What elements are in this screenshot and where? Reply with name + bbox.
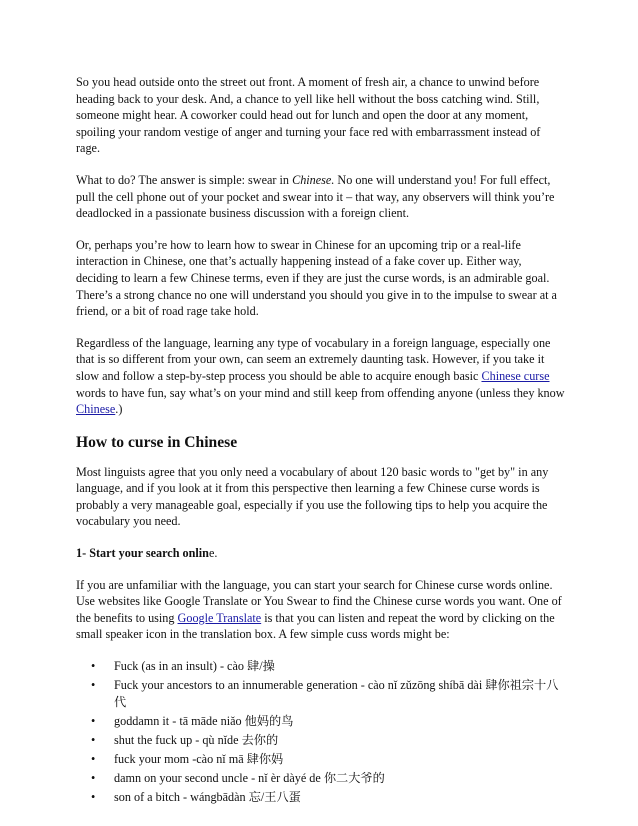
paragraph-linguists: Most linguists agree that you only need a vocabulary of about 120 basic words to "get by" in any language, and if you look at it from this perspective then learning a few Chinese curse words is probably a very manageable goal, especially if you use the following tips to help you acquire the vocabulary you need. <box>76 464 549 529</box>
paragraph-text: Regardless of the language, learning any type of vocabulary in a foreign language, especially one that is so different from your own, can seem an extremely daunting task. However, if you take it slow and follow a step-by-step process you should be able to acquire enough basic <box>76 335 551 383</box>
list-item: • fuck your mom -cào nǐ mā 肆你妈 <box>114 751 566 768</box>
list-item: • goddamn it - tā māde niǎo 他妈的鸟 <box>114 713 566 730</box>
paragraph-text: If you are unfamiliar with the language, you can start your search for Chinese curse words online. Use websites like Google Translate or You Swear to find the Chinese curse words you want. One of the benefits to using <box>76 577 562 625</box>
paragraph-text: .) <box>115 402 123 417</box>
google-translate-link[interactable]: Google Translate <box>177 610 262 625</box>
paragraph-text: No one will understand you! For full effect, pull the cell phone out of your pocket and swear into it – that way, any observers will think you’re deadlocked in a passionate business discussion with a foreign client. <box>76 172 555 221</box>
paragraph-text: is that you can listen and repeat the word by clicking on the small speaker icon in the translation box. A few simple cuss words might be: <box>76 610 555 642</box>
cuss-word-list <box>76 658 566 806</box>
list-item: • son of a bitch - wángbādàn 忘/王八蛋 <box>114 789 566 806</box>
paragraph-regardless <box>76 335 566 418</box>
paragraph-text: words to have fun, say what’s on your mind and still keep from offending anyone (unless they know <box>76 385 565 400</box>
paragraph-text: What to do? The answer is simple: swear in <box>76 172 293 187</box>
paragraph-learn-to-swear: Or, perhaps you’re how to learn how to swear in Chinese for an upcoming trip or a real-life interaction in Chinese, one that’s actually happening instead of a fake cover up. Either way, deciding to learn a few Chinese terms, even if they are just the curse words, is an admirable goal. There’s a strong chance no one will understand you should you give in to the impulse to swear at a friend, or a bit of road rage take hold. <box>76 237 557 319</box>
paragraph-street-outside: So you head outside onto the street out front. A moment of fresh air, a chance to unwind before heading back to your desk. And, a chance to yell like hell without the boss catching wind. Still, someone might hear. A coworker could head out for lunch and open the door at any moment, spoiling your random vestige of anger and turning your face red with embarrassment instead of rage. <box>76 75 541 156</box>
chinese-link[interactable]: Chinese <box>76 402 116 417</box>
paragraph-what-to-do <box>76 172 566 222</box>
italic-chinese: Chinese. <box>292 172 335 187</box>
list-item: • shut the fuck up - qù nǐde 去你的 <box>114 732 566 749</box>
paragraph-search-online <box>76 577 566 643</box>
step-1-title-bold: 1- Start your search onlin <box>76 546 209 561</box>
chinese-curse-link[interactable]: Chinese curse <box>481 368 550 383</box>
list-item: • Fuck your ancestors to an innumerable generation - cào nǐ zǔzōng shíbā dài 肆你祖宗十八代 <box>114 677 566 710</box>
list-item: • Fuck (as in an insult) - cào 肆/操 <box>114 658 566 675</box>
list-item: • damn on your second uncle - nǐ èr dàyé de 你二大爷的 <box>114 770 566 787</box>
step-1-title <box>76 545 566 562</box>
step-1-title-rest: e. <box>208 546 218 561</box>
section-heading: How to curse in Chinese <box>76 433 238 451</box>
